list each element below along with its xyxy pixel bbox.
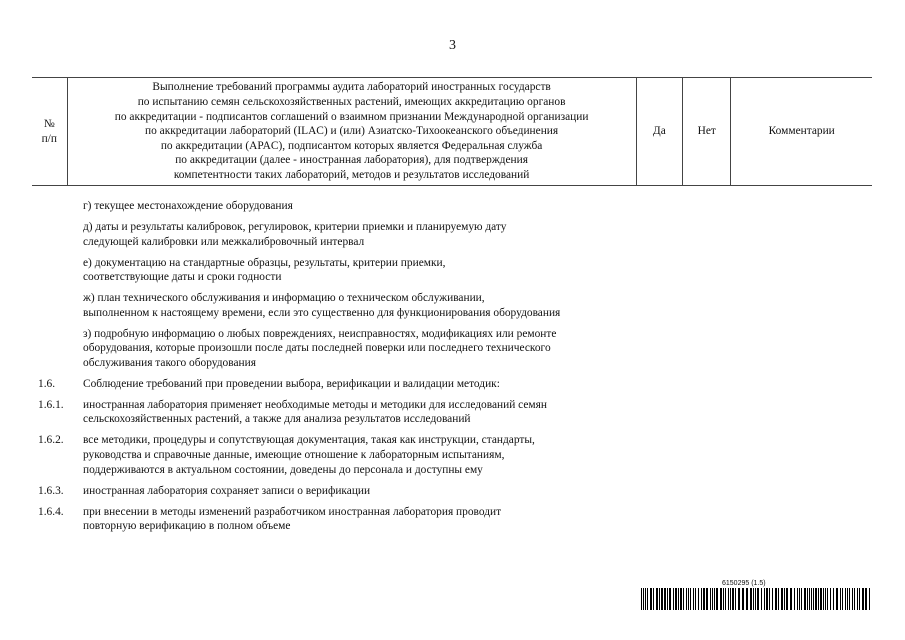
barcode-icon (641, 588, 873, 610)
header-yes-label: Да (652, 125, 666, 138)
header-number-cell (32, 78, 67, 186)
row-text: все методики, процедуры и сопутствующая документация, такая как инструкции, стандарты, руководства и справочные данные, имеющие отношение к лабораторным испытаниям, поддерживаются в актуальном состоянии, доведены до персонала и доступны ему (83, 434, 535, 476)
checklist-row (32, 327, 732, 371)
checklist-row (32, 484, 732, 499)
checklist-row (32, 291, 732, 320)
checklist-row (32, 377, 732, 392)
checklist-row (32, 199, 732, 214)
header-title-line: по аккредитации (APAC), подписантом которых является Федеральная служба (160, 139, 543, 152)
row-text: з) подробную информацию о любых повреждениях, неисправностях, модификациях или ремонте оборудования, которые произошли после даты последней поверки или последнего технического обслуживания такого оборудования (83, 327, 557, 369)
row-text: ж) план технического обслуживания и информацию о техническом обслуживании, выполненном к настоящему времени, если это существенно для функционирования оборудования (83, 292, 561, 319)
header-title-line: компетентности таких лабораторий, методов и результатов исследований (173, 168, 530, 181)
header-comments-label: Комментарии (768, 125, 835, 138)
header-no-label: Нет (697, 125, 716, 138)
row-text: г) текущее местонахождение оборудования (83, 200, 293, 212)
row-number: 1.6.2. (38, 434, 64, 447)
page-number: 3 (449, 38, 456, 53)
checklist-row (32, 220, 732, 249)
header-number-label: № п/п (41, 117, 57, 145)
row-text: е) документацию на стандартные образцы, результаты, критерии приемки, соответствующие даты и сроки годности (83, 256, 446, 284)
row-number (32, 291, 83, 320)
row-number: 1.6. (38, 377, 56, 390)
header-title-line: по аккредитации (далее - иностранная лаборатория), для подтверждения (175, 154, 528, 167)
header-title-line: по испытанию семян сельскохозяйственных растений, имеющих аккредитацию органов (137, 96, 566, 109)
row-text: иностранная лаборатория сохраняет записи о верификации (83, 484, 371, 497)
row-text: Соблюдение требований при проведении выбора, верификации и валидации методик: (83, 377, 500, 390)
checklist-header-table (32, 77, 872, 186)
checklist-row (32, 398, 732, 427)
row-number: 1.6.4. (38, 505, 64, 518)
checklist-row (32, 433, 732, 477)
row-number: 1.6.1. (38, 398, 64, 411)
row-text: иностранная лаборатория применяет необходимые методы и методики для исследований семян сельскохозяйственных растений, а также для анализа результатов исследований (83, 398, 547, 426)
header-yes-cell (636, 78, 682, 186)
header-title-line: по аккредитации лабораторий (ILAC) и (или) Азиатско-Тихоокеанского объединения (145, 125, 559, 138)
row-text: при внесении в методы изменений разработчиком иностранная лаборатория проводит повторную верификацию в полном объеме (83, 505, 502, 533)
row-number (32, 199, 83, 214)
checklist-row (32, 256, 732, 285)
header-title-line: по аккредитации - подписантов соглашений о взаимном признании Международной организации (114, 110, 589, 123)
row-text: д) даты и результаты калибровок, регулировок, критерии приемки и планируемую дату следующей калибровки или межкалибровочный интервал (83, 220, 507, 248)
header-title-cell (67, 78, 636, 186)
checklist-body (32, 199, 732, 540)
header-title-line: Выполнение требований программы аудита лабораторий иностранных государств (152, 81, 551, 94)
row-number: 1.6.3. (38, 484, 64, 497)
row-number (32, 220, 83, 249)
checklist-row (32, 505, 732, 534)
row-number (32, 327, 83, 371)
header-comments-cell (731, 78, 872, 186)
header-no-cell (683, 78, 731, 186)
row-number (32, 256, 83, 285)
barcode-label: 6150295 (1.5) (722, 580, 766, 587)
